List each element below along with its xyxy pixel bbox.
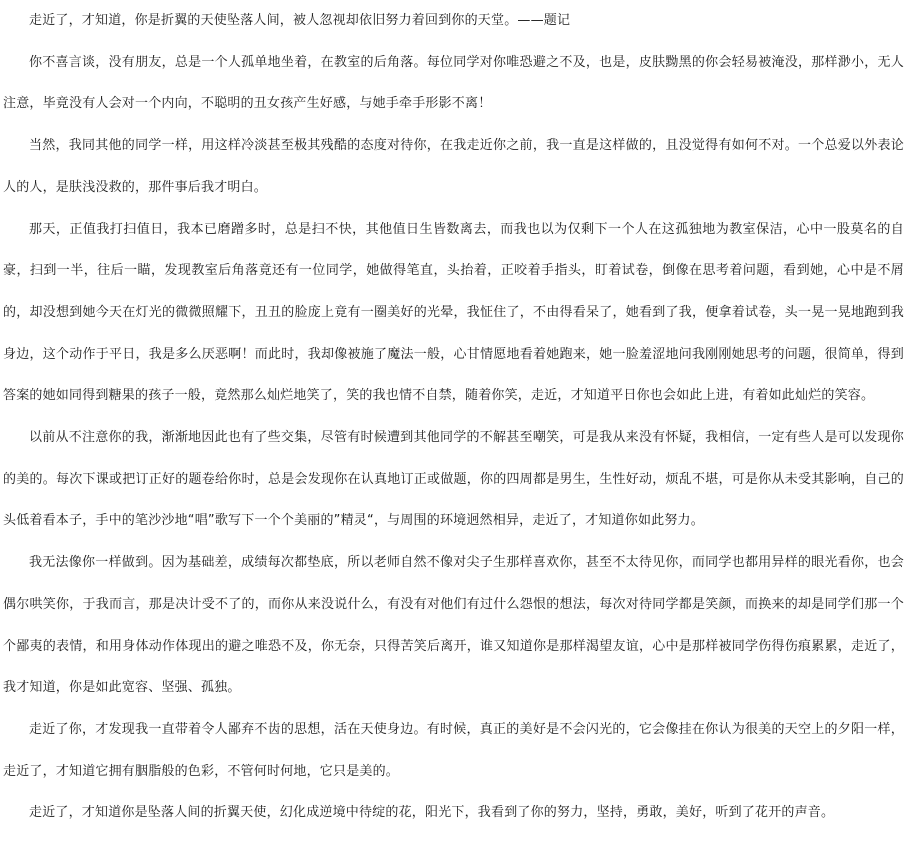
paragraph-6: 走近了你，才发现我一直带着令人鄙弃不齿的思想，活在天使身边。有时候，真正的美好是不会闪光的，它会像挂在你认为很美的天空上的夕阳一样，走近了，才知道它拥有胭脂般的色彩，不管何时何地，它只是美的。: [3, 721, 904, 779]
paragraph-1: 你不喜言谈，没有朋友，总是一个人孤单地坐着，在教室的后角落。每位同学对你唯恐避之不及，也是，皮肤黝黑的你会轻易被淹没，那样渺小，无人注意，毕竟没有人会对一个内向，不聪明的丑女孩产生好感，与她手牵手形影不离！: [3, 54, 904, 112]
essay-document: [3, 0, 904, 834]
paragraph-4: 以前从不注意你的我，渐渐地因此也有了些交集，尽管有时候遭到其他同学的不解甚至嘲笑，可是我从来没有怀疑，我相信，一定有些人是可以发现你的美的。每次下课或把订正好的题卷给你时，总是会发现你在认真地订正或做题，你的四周都是男生，生性好动，烦乱不堪，可是你从未受其影响，自己的头低着看本子，手中的笔沙沙地“唱”歌写下一个个美丽的”精灵“，与周围的环境迥然相异，走近了，才知道你如此努力。: [3, 430, 904, 529]
paragraph-7: 走近了，才知道你是坠落人间的折翼天使，幻化成逆境中待绽的花，阳光下，我看到了你的努力，坚持，勇敢，美好，听到了花开的声音。: [29, 805, 835, 821]
paragraph-3: 那天，正值我打扫值日，我本已磨蹭多时，总是扫不快，其他值日生皆数离去，而我也以为仅剩下一个人在这孤独地为教室保洁，心中一股莫名的自豪，扫到一半，往后一瞄，发现教室后角落竟还有一位同学，她做得笔直，头抬着，正咬着手指头，盯着试卷，倒像在思考着问题，看到她，心中是不屑的，却没想到她今天在灯光的微微照耀下，丑丑的脸庞上竟有一圈美好的光晕，我怔住了，不由得看呆了，她看到了我，便拿着试卷，头一晃一晃地跑到我身边，这个动作于平日，我是多么厌恶啊！而此时，我却像被施了魔法一般，心甘情愿地看着她跑来，她一脸羞涩地问我刚刚她思考的问题，很简单，得到答案的她如同得到糖果的孩子一般，竟然那么灿烂地笑了，笑的我也情不自禁，随着你笑，走近，才知道平日你也会如此上进，有着如此灿烂的笑容。: [3, 221, 904, 404]
paragraph-5: 我无法像你一样做到。因为基础差，成绩每次都垫底，所以老师自然不像对尖子生那样喜欢你，甚至不太待见你，而同学也都用异样的眼光看你，也会偶尔哄笑你，于我而言，那是决计受不了的，而你从来没说什么，有没有对他们有过什么怨恨的想法，每次对待同学都是笑颜，而换来的却是同学们那一个个鄙夷的表情，和用身体动作体现出的避之唯恐不及，你无奈，只得苦笑后离开，谁又知道你是那样渴望友谊，心中是那样被同学伤得伤痕累累，走近了，我才知道，你是如此宽容、坚强、孤独。: [3, 555, 904, 696]
paragraph-epigraph: 走近了，才知道，你是折翼的天使坠落人间，被人忽视却依旧努力着回到你的天堂。——题记: [29, 13, 571, 28]
paragraph-2: 当然，我同其他的同学一样，用这样冷淡甚至极其残酷的态度对待你，在我走近你之前，我一直是这样做的，且没觉得有如何不对。一个总爱以外表论人的人，是肤浅没救的，那件事后我才明白。: [3, 138, 904, 195]
